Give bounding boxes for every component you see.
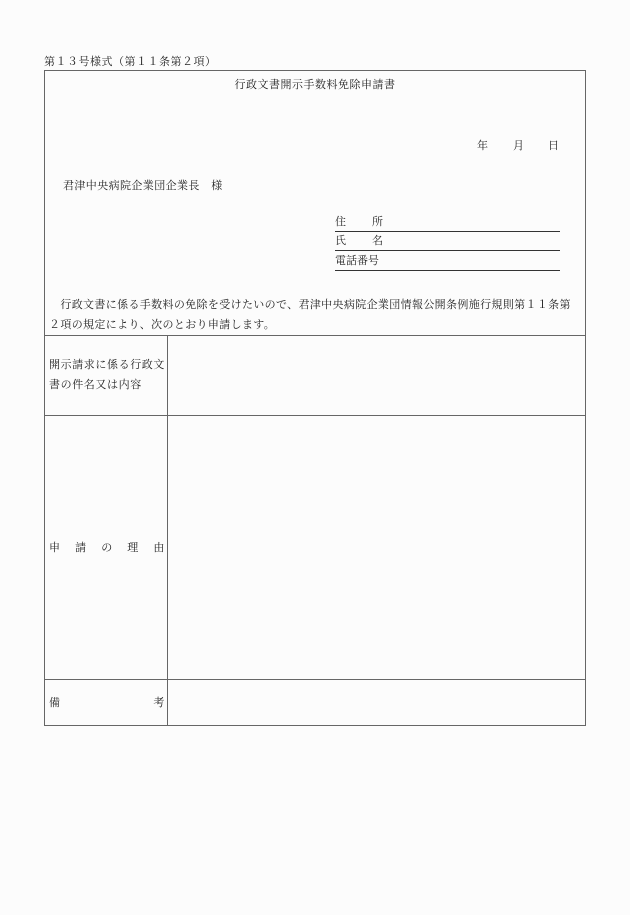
date-month-label: 月 [513,139,524,152]
document-title: 行政文書開示手数料免除申請書 [234,78,396,91]
application-statement: 行政文書に係る手数料の免除を受けたいので、君津中央病院企業団情報公開条例施行規則第１１条第２項の規定により、次のとおり申請します。 [49,298,571,331]
applicant-address-field[interactable] [335,214,560,232]
reason-label: 申 請 の 理 由 [49,541,165,554]
document-subject-field[interactable] [168,336,585,415]
application-form [44,70,586,726]
date-year-label: 年 [477,139,488,152]
phone-label: 電話番号 [335,254,379,267]
address-label-1: 住 [335,215,346,228]
reason-field[interactable] [168,416,585,679]
name-label-2: 名 [372,234,383,247]
addressee: 君津中央病院企業団企業長 様 [63,179,223,192]
date-day-label: 日 [548,139,559,152]
applicant-name-field[interactable] [335,233,560,251]
address-label-2: 所 [372,215,383,228]
remarks-label: 備 考 [49,696,165,709]
document-subject-label: 開示請求に係る行政文書の件名又は内容 [49,358,165,391]
name-label-1: 氏 [335,234,346,247]
applicant-phone-field[interactable] [335,253,560,271]
form-number: 第１３号様式（第１１条第２項） [44,55,217,68]
remarks-field[interactable] [168,680,585,725]
